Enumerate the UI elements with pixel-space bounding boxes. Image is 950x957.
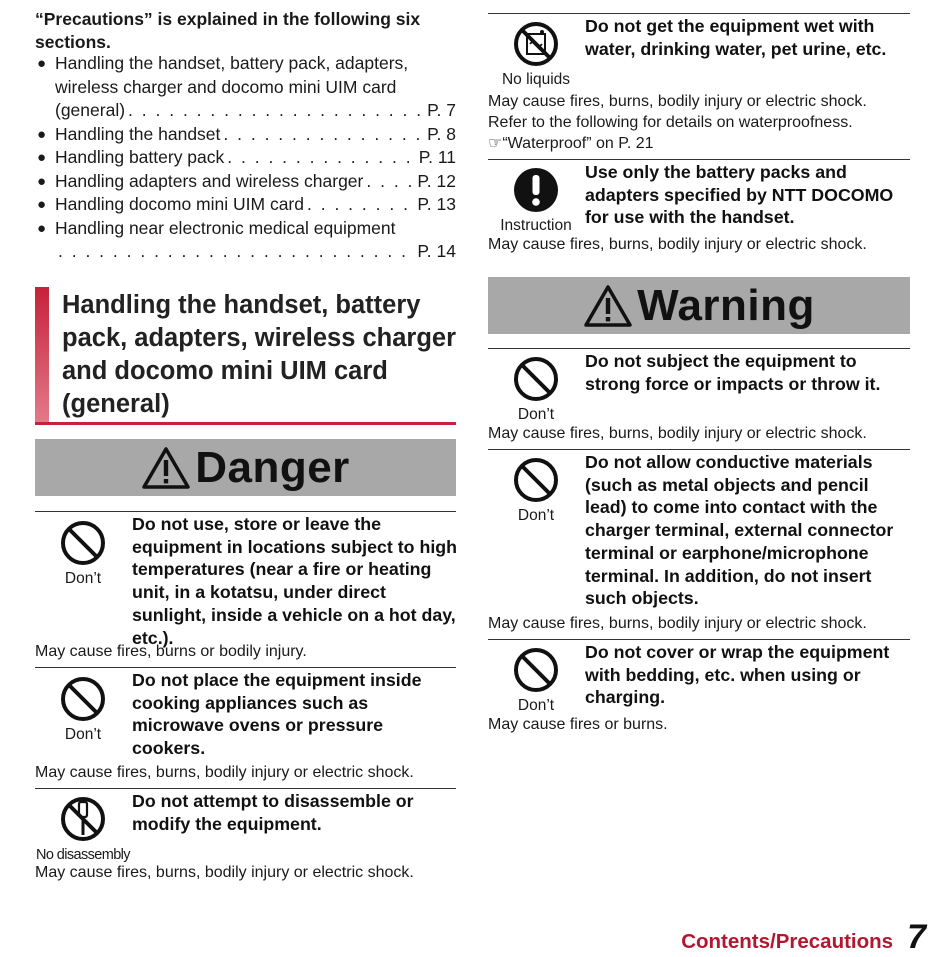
icon-block: Don’t	[488, 355, 584, 424]
toc-item[interactable]: ● Handling adapters and wireless charger . . . P. 12	[35, 170, 456, 194]
toc-page: P. 11	[418, 147, 456, 167]
item-note: May cause fires, burns or bodily injury.	[35, 643, 307, 660]
prohibition-icon	[59, 675, 107, 723]
icon-block: Don’t	[35, 675, 131, 744]
item-title: Do not cover or wrap the equipment with bedding, etc. when using or charging.	[585, 642, 890, 708]
icon-block: No liquids	[488, 20, 584, 89]
toc-page: P. 7	[427, 100, 456, 120]
toc-page: P. 14	[417, 241, 456, 261]
bullet-icon: ●	[37, 172, 47, 190]
intro-title: “Precautions” is explained in the following six sections.	[35, 9, 421, 52]
toc-item[interactable]: ● Handling the handset . . . P. 8	[35, 123, 456, 147]
icon-block: No disassembly	[35, 795, 131, 864]
bullet-icon: ●	[37, 196, 47, 213]
toc-page: P. 8	[427, 123, 456, 144]
prohibition-icon	[59, 519, 107, 567]
bullet-icon: ●	[37, 55, 47, 72]
item-note: May cause fires, burns, bodily injury or electric shock.	[35, 864, 414, 881]
warning-triangle-icon	[583, 284, 633, 328]
icon-block: Don’t	[35, 519, 131, 588]
item-note: May cause fires, burns, bodily injury or electric shock.	[488, 615, 867, 632]
icon-block: Instruction	[488, 166, 584, 235]
bullet-icon: ●	[37, 149, 47, 166]
toc-item[interactable]: ● Handling docomo mini UIM card . . . P. 13	[35, 193, 456, 217]
page-number: 7	[907, 918, 926, 956]
bullet-icon: ●	[37, 219, 47, 237]
prohibition-icon	[512, 646, 560, 694]
contents-precautions-link[interactable]: Contents/Precautions	[681, 930, 894, 953]
danger-item	[35, 511, 456, 662]
warning-item	[488, 348, 910, 445]
warning-item	[488, 449, 910, 636]
toc-page: P. 12	[417, 170, 456, 191]
section-accent-bar	[35, 287, 49, 422]
warning-banner	[488, 277, 910, 334]
toc-item[interactable]: ● Handling near electronic medical equipment . . . P. 14	[35, 217, 456, 264]
bullet-icon: ●	[37, 125, 47, 143]
warning-item	[488, 639, 910, 740]
danger-banner	[35, 439, 456, 496]
item-title: Do not place the equipment inside cooking appliances such as microwave ovens or pressure cookers.	[132, 670, 422, 759]
no-liquids-icon	[512, 20, 560, 68]
instruction-icon	[512, 166, 560, 214]
instruction-item	[488, 159, 910, 260]
icon-block: Don’t	[488, 646, 584, 715]
instruction-item	[488, 13, 910, 154]
danger-item	[35, 788, 456, 889]
warning-label: Warning	[637, 280, 815, 330]
item-note: May cause fires or burns.	[488, 716, 668, 733]
item-title: Use only the battery packs and adapters specified by NTT DOCOMO for use with the handset.	[585, 162, 894, 228]
item-title: Do not subject the equipment to strong force or impacts or throw it.	[585, 351, 881, 394]
item-title: Do not attempt to disassemble or modify the equipment.	[132, 791, 414, 834]
prohibition-icon	[512, 456, 560, 504]
danger-label: Danger	[195, 442, 350, 492]
item-note-detail: Refer to the following for details on waterproofness.	[488, 114, 853, 131]
toc-list	[35, 52, 456, 264]
item-note: May cause fires, burns, bodily injury or electric shock.	[488, 93, 867, 110]
toc-item[interactable]: ● Handling the handset, battery pack, adapters, wireless charger and docomo mini UIM card (general) . . . P. 7	[35, 52, 456, 123]
warning-triangle-icon	[141, 446, 191, 490]
item-title: Do not allow conductive materials (such as metal objects and pencil lead) to come into contact with the charger terminal, external connector terminal or earphone/microphone terminal. In addition, do not insert such objects.	[585, 452, 894, 609]
section-title: Handling the handset, battery pack, adapters, wireless charger and docomo mini UIM card (general)	[62, 291, 457, 418]
icon-block: Don’t	[488, 456, 584, 525]
waterproof-reference-link[interactable]: ☞“Waterproof” on P. 21	[488, 135, 654, 152]
item-title: Do not use, store or leave the equipment in locations subject to high temperatures (near a fire or heating unit, in a kotatsu, under direct sunlight, inside a vehicle on a hot day, etc.).	[132, 514, 458, 648]
no-disassembly-icon	[59, 795, 107, 843]
item-title: Do not get the equipment wet with water, drinking water, pet urine, etc.	[585, 16, 887, 59]
page-footer	[681, 918, 926, 957]
toc-page: P. 13	[417, 194, 456, 214]
danger-item	[35, 667, 456, 784]
prohibition-icon	[512, 355, 560, 403]
toc-item[interactable]: ● Handling battery pack . . . P. 11	[35, 146, 456, 170]
item-note: May cause fires, burns, bodily injury or electric shock.	[488, 425, 867, 442]
item-note: May cause fires, burns, bodily injury or electric shock.	[35, 764, 414, 781]
item-note: May cause fires, burns, bodily injury or electric shock.	[488, 236, 867, 253]
section-heading	[35, 287, 456, 425]
